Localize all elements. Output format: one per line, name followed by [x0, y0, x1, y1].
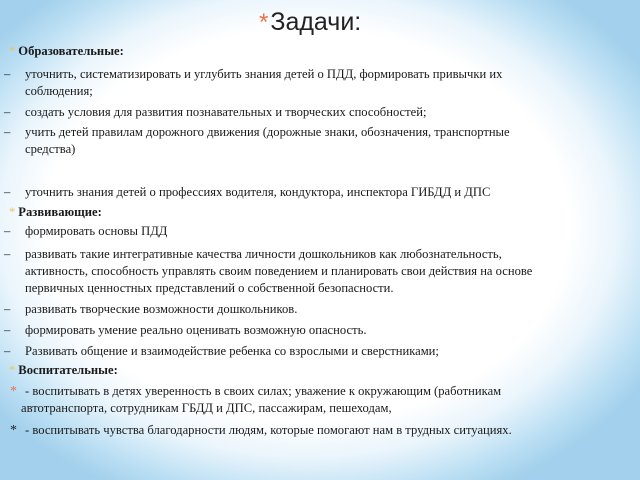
list-item-line: формировать основы ПДД	[25, 224, 168, 238]
list-item-line: - воспитывать в детях уверенность в своих силах; уважение к окружающим (работникам	[25, 384, 502, 398]
list-item-line: первичных ценностных представлений о собственной безопасности.	[25, 281, 394, 295]
title-star-icon: *	[259, 9, 269, 36]
bullet-dash: –	[4, 67, 11, 81]
section-heading-developmental: * Развивающие:	[9, 205, 102, 219]
list-item-line: учить детей правилам дорожного движения (дорожные знаки, обозначения, транспортные	[25, 125, 510, 139]
list-item-line: создать условия для развития познавательных и творческих способностей;	[25, 105, 427, 119]
list-item-line: уточнить знания детей о профессиях водителя, кондуктора, инспектора ГИБДД и ДПС	[25, 185, 491, 199]
bullet-dash: –	[4, 302, 11, 316]
section-heading-educational: * Образовательные:	[9, 44, 124, 58]
list-item-line: формировать умение реально оценивать возможную опасность.	[25, 323, 367, 337]
list-item-line: уточнить, систематизировать и углубить знания детей о ПДД, формировать привычки их	[25, 67, 503, 81]
bullet-dash: –	[4, 344, 11, 358]
bullet-dash: –	[4, 247, 11, 261]
list-item-line: Развивать общение и взаимодействие ребенка со взрослыми и сверстниками;	[25, 344, 439, 358]
list-item-line: развивать творческие возможности дошкольников.	[25, 302, 298, 316]
list-item-line: средства)	[25, 142, 76, 156]
list-item-line: автотранспорта, сотрудникам ГБДД и ДПС, пассажирам, пешеходам,	[21, 401, 392, 415]
section-star-icon: *	[9, 44, 16, 58]
star-bullet-icon: *	[10, 423, 17, 438]
list-item-line: развивать такие интегративные качества личности дошкольников как любознательность,	[25, 247, 502, 261]
section-star-icon: *	[9, 363, 16, 377]
slide-title	[259, 7, 361, 38]
section-heading-upbringing: * Воспитательные:	[9, 363, 118, 377]
bullet-dash: –	[4, 105, 11, 119]
bullet-dash: –	[4, 323, 11, 337]
section-star-icon: *	[9, 205, 16, 219]
bullet-dash: –	[4, 185, 11, 199]
list-item-line: - воспитывать чувства благодарности людям, которые помогают нам в трудных ситуациях.	[25, 423, 512, 437]
bullet-dash: –	[4, 224, 11, 238]
bullet-dash: –	[4, 125, 11, 139]
title-text: Задачи:	[270, 8, 362, 36]
list-item-line: активность, способность управлять своим поведением и планировать свои действия на основе	[25, 264, 533, 278]
star-bullet-icon: *	[10, 384, 17, 399]
list-item-line: соблюдения;	[25, 84, 93, 98]
